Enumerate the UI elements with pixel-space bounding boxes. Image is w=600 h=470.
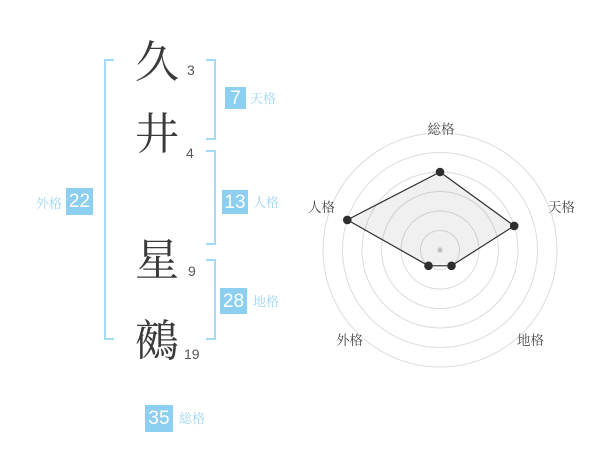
chikaku-label: 地格 xyxy=(253,294,280,309)
gaikaku-value-badge: 22 xyxy=(66,188,93,215)
gaikaku-bracket xyxy=(104,59,114,340)
gaikaku-label: 外格 xyxy=(36,196,63,211)
chikaku-value-badge: 28 xyxy=(220,288,247,314)
surname-char-1: 久 xyxy=(135,38,179,87)
radar-axis-label-chikaku: 地格 xyxy=(517,333,544,348)
radar-axis-label-jinkaku: 人格 xyxy=(308,200,335,215)
surname-char-2: 井 xyxy=(135,110,179,159)
soukaku-label: 総格 xyxy=(179,411,206,426)
radar-chart-svg xyxy=(300,100,600,380)
stroke-count-3: 9 xyxy=(188,263,196,279)
stroke-count-1: 3 xyxy=(187,62,195,78)
radar-center-dot xyxy=(437,247,442,252)
chikaku-bracket xyxy=(206,259,216,340)
tenkaku-bracket xyxy=(206,59,216,140)
jinkaku-label: 人格 xyxy=(253,195,280,210)
radar-axis-label-soukaku: 総格 xyxy=(427,122,455,137)
stroke-count-4: 19 xyxy=(184,346,200,362)
radar-axis-label-gaikaku: 外格 xyxy=(336,333,363,348)
jinkaku-value-badge: 13 xyxy=(222,190,248,214)
given-name-char-1: 星 xyxy=(135,236,179,285)
soukaku-value-badge: 35 xyxy=(145,405,173,432)
tenkaku-value-badge: 7 xyxy=(225,87,246,109)
jinkaku-bracket xyxy=(206,150,216,245)
radar-axis-label-tenkaku: 天格 xyxy=(548,200,575,215)
given-name-char-2: 鵺 xyxy=(135,317,179,366)
radar-polygon xyxy=(347,172,514,266)
tenkaku-label: 天格 xyxy=(250,91,277,106)
stroke-count-2: 4 xyxy=(186,145,194,161)
